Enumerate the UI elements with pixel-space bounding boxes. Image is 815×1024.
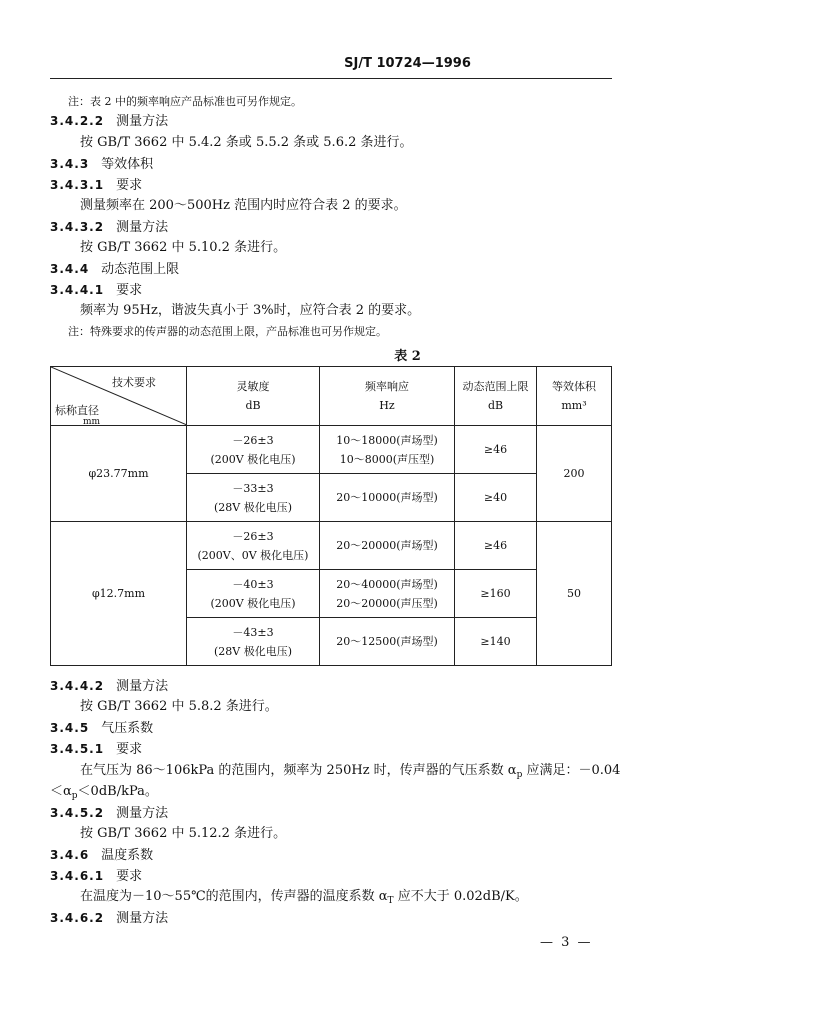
table-row — [51, 426, 612, 474]
dynamic-range-cell: ≥160 — [455, 570, 537, 618]
sensitivity-cell: －40±3 (200V 极化电压) — [187, 570, 320, 618]
column-header: 灵敏度 dB — [187, 367, 320, 426]
heading-3-4-4-1 — [50, 282, 142, 299]
frequency-cell: 20～10000(声场型) — [320, 474, 455, 522]
frequency-cell: 20～40000(声场型) 20～20000(声压型) — [320, 570, 455, 618]
header-divider — [50, 78, 612, 79]
section-number: 3.4.2.2 — [50, 114, 105, 128]
section-number: 3.4.6 — [50, 848, 90, 862]
section-title: 气压系数 — [101, 721, 154, 736]
section-number: 3.4.3.2 — [50, 220, 105, 234]
paragraph-3-4-3-2: 按 GB/T 3662 中 5.10.2 条进行。 — [80, 240, 287, 255]
volume-cell: 200 — [537, 426, 612, 522]
section-title: 测量方法 — [116, 679, 169, 694]
dynamic-range-cell: ≥46 — [455, 426, 537, 474]
section-title: 测量方法 — [116, 911, 169, 926]
section-title: 测量方法 — [116, 806, 169, 821]
note-3-4-4-1: 注：特殊要求的传声器的动态范围上限，产品标准也可另作规定。 — [68, 325, 387, 338]
paragraph-3-4-2-2: 按 GB/T 3662 中 5.4.2 条或 5.5.2 条或 5.6.2 条进行。 — [80, 135, 413, 150]
heading-3-4-3 — [50, 156, 153, 173]
table-header-row — [51, 367, 612, 426]
paragraph-3-4-3-1: 测量频率在 200～500Hz 范围内时应符合表 2 的要求。 — [80, 198, 407, 213]
section-title: 等效体积 — [101, 157, 154, 172]
section-title: 测量方法 — [116, 114, 169, 129]
section-title: 动态范围上限 — [101, 262, 180, 277]
heading-3-4-6 — [50, 847, 153, 864]
dynamic-range-cell: ≥46 — [455, 522, 537, 570]
diag-label-unit: mm — [83, 417, 101, 427]
section-number: 3.4.3.1 — [50, 178, 105, 192]
paragraph-3-4-5-1-line2: $<\alpha_p<0dB$/kPa。 — [50, 784, 158, 801]
sensitivity-cell: －26±3 (200V、0V 极化电压) — [187, 522, 320, 570]
diameter-cell: φ23.77mm — [51, 426, 187, 522]
section-number: 3.4.4.2 — [50, 679, 105, 693]
section-number: 3.4.5 — [50, 721, 90, 735]
paragraph-3-4-4-2: 按 GB/T 3662 中 5.8.2 条进行。 — [80, 699, 278, 714]
diag-label-left: 标称直径 — [55, 404, 99, 417]
heading-3-4-6-1 — [50, 868, 142, 885]
heading-3-4-5 — [50, 720, 153, 737]
heading-3-4-4 — [50, 261, 179, 278]
section-title: 测量方法 — [116, 220, 169, 235]
column-header: 动态范围上限 dB — [455, 367, 537, 426]
sensitivity-cell: －26±3 (200V 极化电压) — [187, 426, 320, 474]
section-number: 3.4.6.1 — [50, 869, 105, 883]
section-title: 要求 — [116, 178, 143, 193]
sensitivity-cell: －33±3 (28V 极化电压) — [187, 474, 320, 522]
page-number: — 3 — — [540, 935, 593, 950]
section-title: 温度系数 — [101, 848, 154, 863]
spec-table — [50, 366, 612, 666]
page-header: SJ/T 10724—1996 — [344, 56, 471, 71]
heading-3-4-3-1 — [50, 177, 142, 194]
section-number: 3.4.3 — [50, 157, 90, 171]
diagonal-header-cell — [51, 367, 187, 426]
table-caption: 表 2 — [394, 349, 421, 364]
heading-3-4-2-2 — [50, 113, 168, 130]
section-number: 3.4.5.2 — [50, 806, 105, 820]
frequency-cell: 20～20000(声场型) — [320, 522, 455, 570]
dynamic-range-cell: ≥40 — [455, 474, 537, 522]
heading-3-4-5-1 — [50, 741, 142, 758]
section-number: 3.4.4 — [50, 262, 90, 276]
heading-3-4-3-2 — [50, 219, 168, 236]
column-header: 频率响应 Hz — [320, 367, 455, 426]
diameter-cell: φ12.7mm — [51, 522, 187, 666]
table-row — [51, 522, 612, 570]
paragraph-3-4-5-1-line1: 在气压为 86～106kPa 的范围内，频率为 250Hz 时，传声器的气压系数 $\alpha_p$ 应满足：－0.04 — [80, 763, 621, 780]
heading-3-4-6-2 — [50, 910, 168, 927]
section-title: 要求 — [116, 742, 143, 757]
top-note: 注：表 2 中的频率响应产品标准也可另作规定。 — [68, 95, 302, 108]
section-title: 要求 — [116, 869, 143, 884]
sensitivity-cell: －43±3 (28V 极化电压) — [187, 618, 320, 666]
paragraph-3-4-4-1: 频率为 95Hz，谐波失真小于 3%时，应符合表 2 的要求。 — [80, 303, 421, 318]
section-title: 要求 — [116, 283, 143, 298]
section-number: 3.4.4.1 — [50, 283, 105, 297]
frequency-cell: 10～18000(声场型) 10～8000(声压型) — [320, 426, 455, 474]
column-header: 等效体积 mm³ — [537, 367, 612, 426]
heading-3-4-4-2 — [50, 678, 168, 695]
diag-label-top: 技术要求 — [112, 376, 156, 389]
section-number: 3.4.5.1 — [50, 742, 105, 756]
frequency-cell: 20～12500(声场型) — [320, 618, 455, 666]
section-number: 3.4.6.2 — [50, 911, 105, 925]
volume-cell: 50 — [537, 522, 612, 666]
dynamic-range-cell: ≥140 — [455, 618, 537, 666]
paragraph-3-4-6-1: 在温度为－10～55℃的范围内，传声器的温度系数 $\alpha_T$ 应不大于 0.02dB/K。 — [80, 889, 528, 906]
heading-3-4-5-2 — [50, 805, 168, 822]
paragraph-3-4-5-2: 按 GB/T 3662 中 5.12.2 条进行。 — [80, 826, 287, 841]
